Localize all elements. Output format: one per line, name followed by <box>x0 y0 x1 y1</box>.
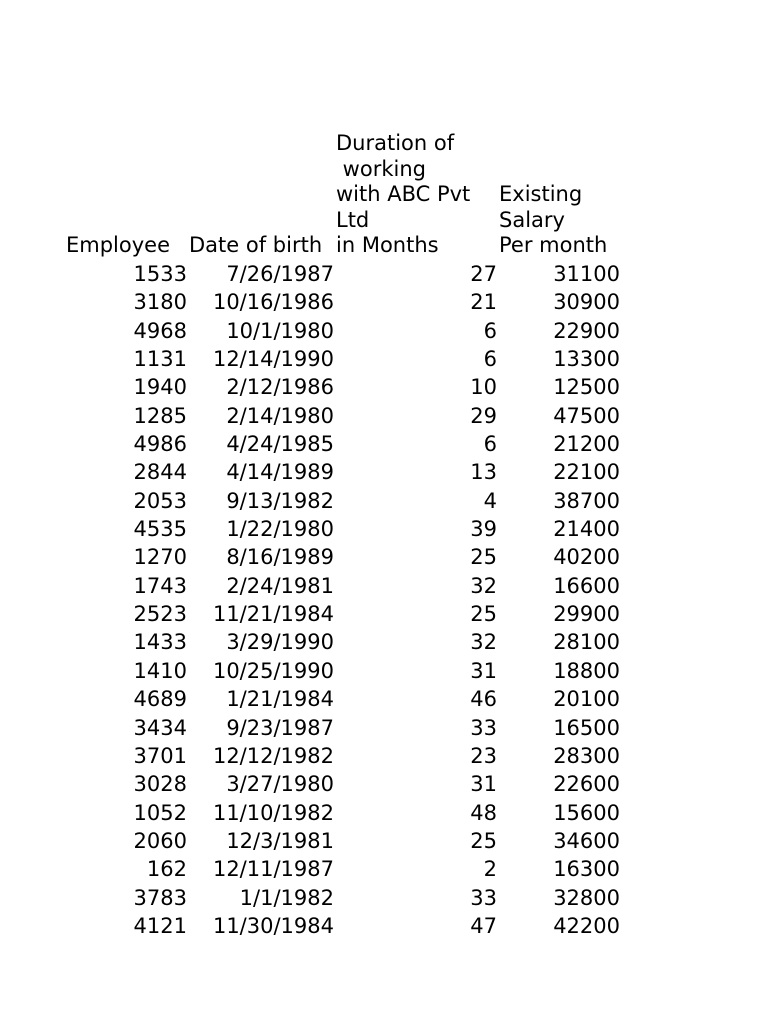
cell-duration: 48 <box>470 800 497 825</box>
cell-salary: 21400 <box>553 517 620 542</box>
cell-date-of-birth: 3/29/1990 <box>226 630 334 655</box>
table-row <box>0 714 768 742</box>
cell-duration: 25 <box>470 545 497 570</box>
cell-date-of-birth: 4/24/1985 <box>226 432 334 457</box>
cell-duration: 32 <box>470 630 497 655</box>
table-row <box>0 345 768 373</box>
cell-date-of-birth: 4/14/1989 <box>226 460 334 485</box>
cell-salary: 22100 <box>553 460 620 485</box>
cell-date-of-birth: 9/13/1982 <box>226 488 334 513</box>
cell-date-of-birth: 10/16/1986 <box>212 290 334 315</box>
cell-employee: 2053 <box>133 488 187 513</box>
cell-employee: 2523 <box>133 602 187 627</box>
cell-salary: 30900 <box>553 290 620 315</box>
cell-duration: 31 <box>470 658 497 683</box>
table-row <box>0 572 768 600</box>
cell-date-of-birth: 7/26/1987 <box>226 262 334 286</box>
cell-duration: 47 <box>470 913 497 938</box>
cell-date-of-birth: 1/1/1982 <box>239 885 334 910</box>
table-row <box>0 373 768 401</box>
table-row <box>0 430 768 458</box>
table-row <box>0 402 768 430</box>
cell-date-of-birth: 11/21/1984 <box>212 602 334 627</box>
cell-date-of-birth: 12/3/1981 <box>226 828 334 853</box>
table-row <box>0 487 768 515</box>
table-row <box>0 827 768 855</box>
table-row <box>0 600 768 628</box>
table-row <box>0 884 768 912</box>
cell-salary: 42200 <box>553 913 620 938</box>
table-row <box>0 515 768 543</box>
cell-date-of-birth: 2/14/1980 <box>226 403 334 428</box>
header-duration <box>336 131 470 259</box>
cell-employee: 3434 <box>133 715 187 740</box>
cell-employee: 4121 <box>133 913 187 938</box>
cell-employee: 1743 <box>133 573 187 598</box>
cell-employee: 1131 <box>133 347 187 372</box>
cell-date-of-birth: 1/22/1980 <box>226 517 334 542</box>
cell-duration: 32 <box>470 573 497 598</box>
cell-salary: 34600 <box>553 828 620 853</box>
cell-employee: 1052 <box>133 800 187 825</box>
cell-employee: 4986 <box>133 432 187 457</box>
cell-salary: 22600 <box>553 772 620 797</box>
cell-duration: 6 <box>483 318 497 343</box>
cell-employee: 4689 <box>133 687 187 712</box>
table-row <box>0 855 768 883</box>
cell-employee: 4535 <box>133 517 187 542</box>
cell-salary: 16500 <box>553 715 620 740</box>
cell-employee: 2060 <box>133 828 187 853</box>
cell-salary: 22900 <box>553 318 620 343</box>
cell-duration: 25 <box>470 828 497 853</box>
cell-employee: 1940 <box>133 375 187 400</box>
cell-duration: 4 <box>483 488 497 513</box>
cell-date-of-birth: 12/14/1990 <box>212 347 334 372</box>
header-date-of-birth <box>189 233 322 259</box>
cell-date-of-birth: 2/12/1986 <box>226 375 334 400</box>
cell-salary: 29900 <box>553 602 620 627</box>
table-row <box>0 628 768 656</box>
header-duration-line: Duration of <box>336 131 455 155</box>
cell-duration: 27 <box>470 262 497 286</box>
table-row <box>0 770 768 798</box>
table-row <box>0 657 768 685</box>
cell-employee: 1533 <box>133 262 187 286</box>
cell-salary: 31100 <box>553 262 620 286</box>
cell-date-of-birth: 1/21/1984 <box>226 687 334 712</box>
cell-employee: 1285 <box>133 403 187 428</box>
cell-salary: 13300 <box>553 347 620 372</box>
cell-duration: 46 <box>470 687 497 712</box>
cell-date-of-birth: 8/16/1989 <box>226 545 334 570</box>
cell-salary: 21200 <box>553 432 620 457</box>
cell-duration: 29 <box>470 403 497 428</box>
cell-employee: 3180 <box>133 290 187 315</box>
cell-salary: 16300 <box>553 857 620 882</box>
cell-employee: 1433 <box>133 630 187 655</box>
cell-duration: 2 <box>483 857 497 882</box>
cell-employee: 4968 <box>133 318 187 343</box>
header-salary-line: Per month <box>499 233 608 257</box>
cell-salary: 15600 <box>553 800 620 825</box>
cell-duration: 33 <box>470 885 497 910</box>
header-salary-line: Existing <box>499 182 583 206</box>
cell-date-of-birth: 10/25/1990 <box>212 658 334 683</box>
cell-duration: 6 <box>483 347 497 372</box>
cell-duration: 33 <box>470 715 497 740</box>
header-salary-line: Salary <box>499 207 565 232</box>
cell-employee: 1270 <box>133 545 187 570</box>
cell-salary: 12500 <box>553 375 620 400</box>
cell-date-of-birth: 9/23/1987 <box>226 715 334 740</box>
cell-duration: 21 <box>470 290 497 315</box>
header-employee-line: Employee <box>66 233 171 257</box>
cell-date-of-birth: 12/12/1982 <box>212 743 334 768</box>
cell-employee: 2844 <box>133 460 187 485</box>
header-duration-line: working <box>336 156 426 181</box>
cell-date-of-birth: 10/1/1980 <box>226 318 334 343</box>
cell-duration: 23 <box>470 743 497 768</box>
header-dob-line: Date of birth <box>189 233 323 257</box>
table-row <box>0 799 768 827</box>
cell-salary: 18800 <box>553 658 620 683</box>
table-row <box>0 288 768 316</box>
cell-salary: 47500 <box>553 403 620 428</box>
cell-duration: 13 <box>470 460 497 485</box>
cell-salary: 16600 <box>553 573 620 598</box>
cell-date-of-birth: 2/24/1981 <box>226 573 334 598</box>
cell-duration: 31 <box>470 772 497 797</box>
cell-date-of-birth: 12/11/1987 <box>212 857 334 882</box>
cell-duration: 25 <box>470 602 497 627</box>
table-row <box>0 260 768 288</box>
cell-salary: 28300 <box>553 743 620 768</box>
cell-salary: 20100 <box>553 687 620 712</box>
cell-salary: 32800 <box>553 885 620 910</box>
cell-employee: 3701 <box>133 743 187 768</box>
cell-employee: 162 <box>146 857 187 882</box>
header-duration-line: with ABC Pvt <box>336 182 471 206</box>
cell-date-of-birth: 11/10/1982 <box>212 800 334 825</box>
table-body <box>0 260 768 940</box>
table-row <box>0 458 768 486</box>
cell-duration: 6 <box>483 432 497 457</box>
header-duration-line: Ltd <box>336 207 370 232</box>
cell-date-of-birth: 3/27/1980 <box>226 772 334 797</box>
cell-salary: 40200 <box>553 545 620 570</box>
header-salary <box>499 182 607 259</box>
table-row <box>0 912 768 940</box>
cell-duration: 10 <box>470 375 497 400</box>
table-row <box>0 742 768 770</box>
table-row <box>0 685 768 713</box>
cell-salary: 38700 <box>553 488 620 513</box>
cell-employee: 3028 <box>133 772 187 797</box>
table-row <box>0 543 768 571</box>
cell-employee: 3783 <box>133 885 187 910</box>
cell-employee: 1410 <box>133 658 187 683</box>
cell-date-of-birth: 11/30/1984 <box>212 913 334 938</box>
cell-duration: 39 <box>470 517 497 542</box>
header-duration-line: in Months <box>336 233 439 257</box>
cell-salary: 28100 <box>553 630 620 655</box>
table-row <box>0 317 768 345</box>
header-employee <box>66 233 170 259</box>
